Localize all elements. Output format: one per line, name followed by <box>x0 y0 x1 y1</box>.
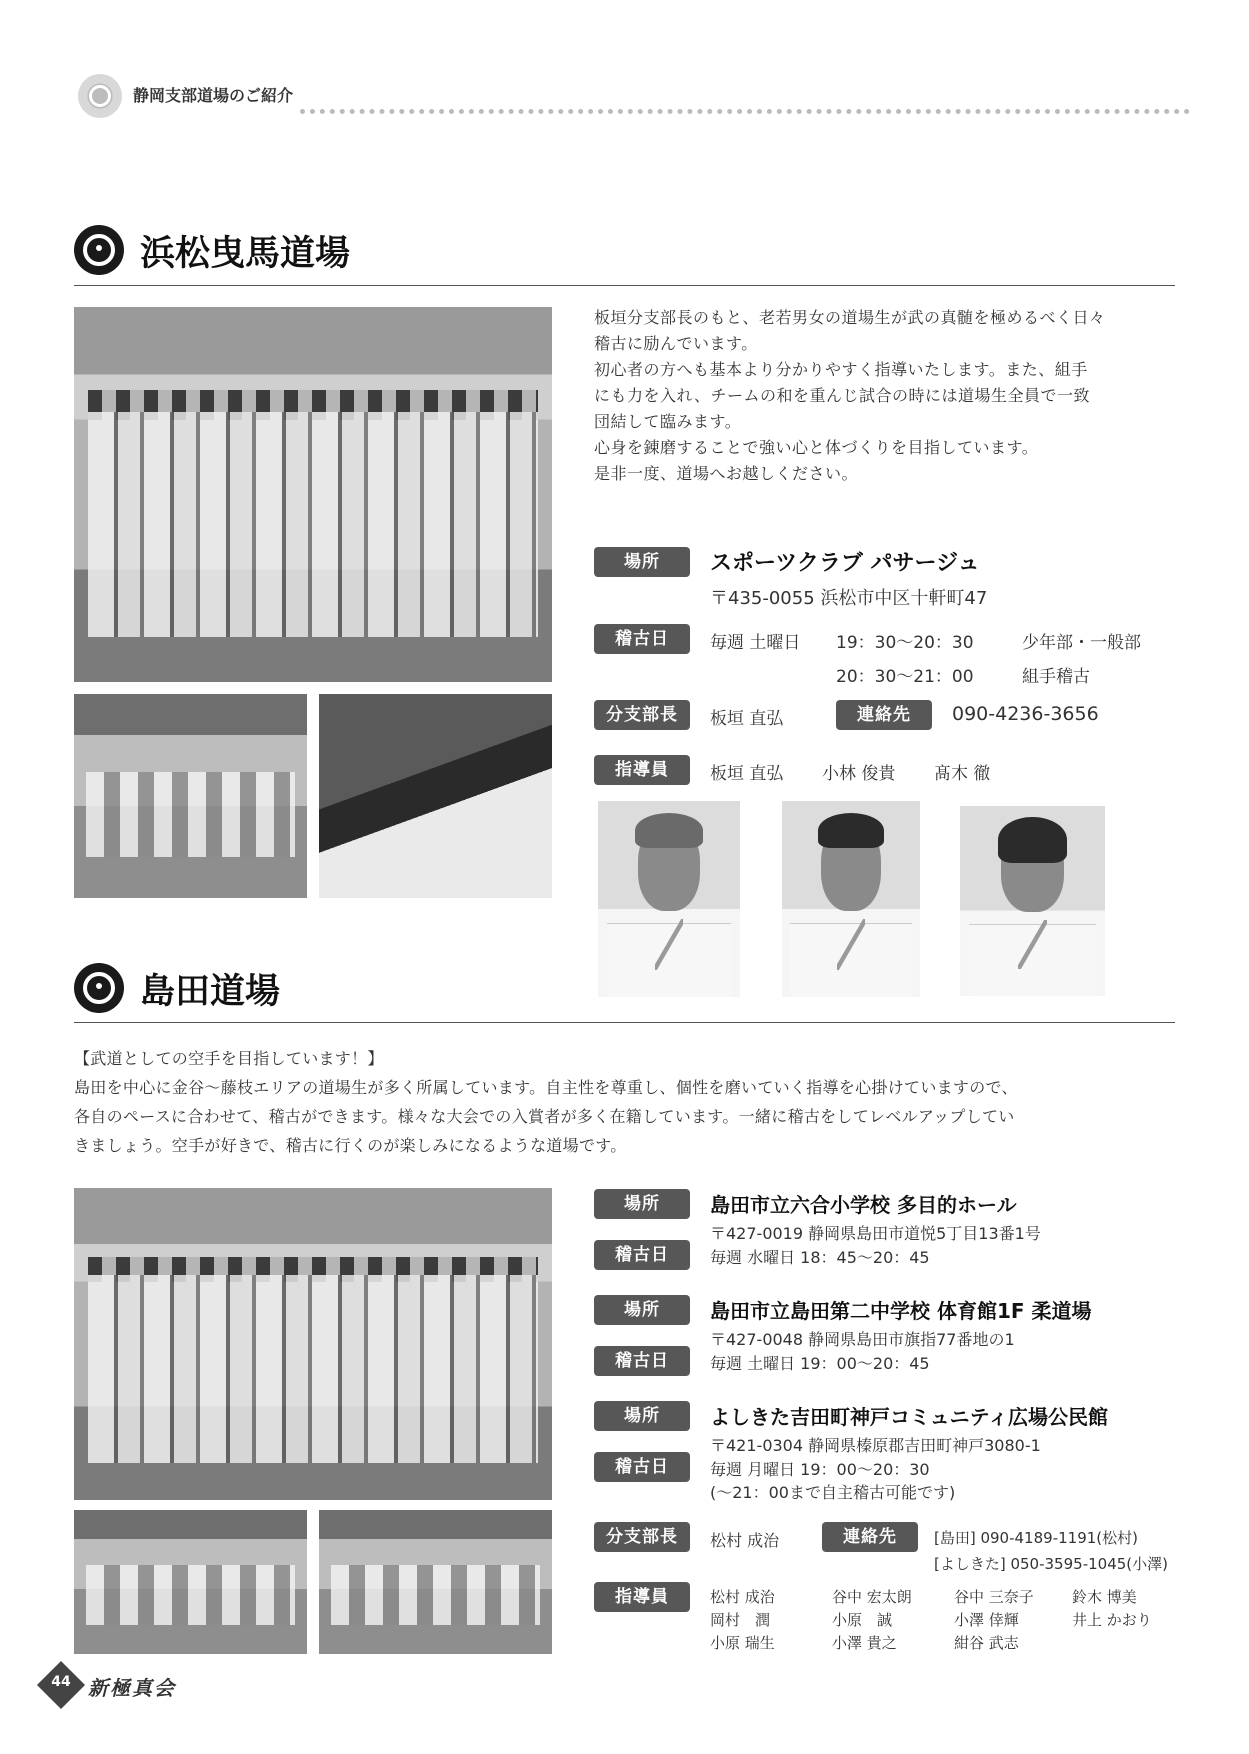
footer-logo: 新極真会 <box>88 1676 176 1700</box>
venue-address: 〒427-0019 静岡県島田市道悦5丁目13番1号 <box>710 1224 1041 1243</box>
training-photo-hamamatsu <box>74 694 307 898</box>
venue-name: よしきた吉田町神戸コミュニティ広場公民館 <box>710 1405 1108 1429</box>
dojo-emblem-icon <box>74 225 124 275</box>
header-divider <box>300 109 1190 114</box>
venue-name: 島田市立六合小学校 多目的ホール <box>710 1193 1017 1217</box>
schedule-note: (〜21：00まで自主稽古可能です) <box>710 1483 956 1502</box>
place-label: 場所 <box>594 1295 690 1325</box>
branch-head-label: 分支部長 <box>594 700 690 730</box>
place-label: 場所 <box>594 1189 690 1219</box>
contact-phone: [よしきた] 050-3595-1045(小澤) <box>934 1555 1168 1573</box>
schedule-time: 19：30〜20：30 <box>836 633 974 653</box>
section-rule <box>74 1022 1175 1023</box>
venue-name: 島田市立島田第二中学校 体育館1F 柔道場 <box>710 1299 1092 1323</box>
place-label: 場所 <box>594 547 690 577</box>
instructor-name: 紺谷 武志 <box>954 1634 1019 1652</box>
instructor-name: 井上 かおり <box>1072 1611 1152 1629</box>
section-rule <box>74 285 1175 286</box>
place-label: 場所 <box>594 1401 690 1431</box>
branch-head-name: 板垣 直弘 <box>710 709 784 729</box>
instructor-name: 板垣 直弘 <box>710 764 784 784</box>
instructor-name: 谷中 三奈子 <box>954 1588 1034 1606</box>
branch-head-label: 分支部長 <box>594 1522 690 1552</box>
dojo-emblem-icon <box>74 963 124 1013</box>
group-photo-hamamatsu <box>74 307 552 682</box>
instructor-name: 小澤 貴之 <box>832 1634 897 1652</box>
instructor-label: 指導員 <box>594 755 690 785</box>
contact-label: 連絡先 <box>836 700 932 730</box>
section-title-hamamatsu: 浜松曳馬道場 <box>140 233 351 274</box>
schedule-class: 組手稽古 <box>1022 667 1090 687</box>
training-photo-shimada <box>74 1510 307 1654</box>
instructor-label: 指導員 <box>594 1582 690 1612</box>
intro-text-hamamatsu: 板垣分支部長のもと、老若男女の道場生が武の真髄を極めるべく日々 稽古に励んでいます。 初心者の方へも基本より分かりやすく指導いたします。また、組手 にも力を入れ、チームの和を重んじ試合の時には道場生全員で一致 団結して臨みます。 心身を錬磨することで強い心と体づくりを目指しています。 是非一度、道場へお越しください。 <box>594 308 1106 483</box>
contact-phone: 090-4236-3656 <box>952 703 1099 725</box>
instructor-name: 小林 俊貴 <box>822 764 896 784</box>
intro-text-shimada: 【武道としての空手を目指しています！】 島田を中心に金谷〜藤枝エリアの道場生が多く所属しています。自主性を尊重し、個性を磨いていく指導を心掛けていますので、 各自のペースに合わせて、稽古ができます。様々な大会での入賞者が多く在籍しています。一緒に稽古をしてレベルアップしてい きましょう。空手が好きで、稽古に行くのが楽しみになるような道場です。 <box>74 1049 1018 1155</box>
venue-address: 〒421-0304 静岡県榛原郡吉田町神戸3080-1 <box>710 1436 1041 1455</box>
venue-name: スポーツクラブ パサージュ <box>710 551 980 576</box>
instructor-name: 小原 誠 <box>832 1611 893 1629</box>
instructor-name: 松村 成治 <box>710 1588 775 1606</box>
schedule-day: 毎週 土曜日 <box>710 633 801 653</box>
instructor-portrait <box>598 801 740 997</box>
header-logo-icon <box>78 74 122 118</box>
instruction-photo-hamamatsu <box>319 694 552 898</box>
schedule-label: 稽古日 <box>594 1346 690 1376</box>
group-photo-shimada <box>74 1188 552 1500</box>
venue-address: 〒427-0048 静岡県島田市旗指77番地の1 <box>710 1330 1015 1349</box>
schedule-text: 毎週 水曜日 18：45〜20：45 <box>710 1248 930 1267</box>
schedule-label: 稽古日 <box>594 1240 690 1270</box>
section-title-shimada: 島田道場 <box>140 971 281 1012</box>
training-photo-shimada <box>319 1510 552 1654</box>
schedule-time: 20：30〜21：00 <box>836 667 974 687</box>
instructor-name: 小澤 倖輝 <box>954 1611 1019 1629</box>
branch-head-name: 松村 成治 <box>710 1531 780 1550</box>
instructor-name: 小原 瑞生 <box>710 1634 775 1652</box>
schedule-class: 少年部・一般部 <box>1022 633 1141 653</box>
instructor-portrait <box>960 806 1105 996</box>
instructor-portrait <box>782 801 920 997</box>
contact-label: 連絡先 <box>822 1522 918 1552</box>
schedule-label: 稽古日 <box>594 624 690 654</box>
venue-address: 〒435-0055 浜松市中区十軒町47 <box>710 588 988 609</box>
contact-phone: [島田] 090-4189-1191(松村) <box>934 1529 1138 1547</box>
instructor-name: 谷中 宏太朗 <box>832 1588 912 1606</box>
schedule-text: 毎週 月曜日 19：00〜20：30 <box>710 1460 930 1479</box>
schedule-text: 毎週 土曜日 19：00〜20：45 <box>710 1354 930 1373</box>
header-title: 静岡支部道場のご紹介 <box>133 86 294 105</box>
schedule-label: 稽古日 <box>594 1452 690 1482</box>
page-number: 44 <box>51 1674 71 1690</box>
instructor-name: 髙木 徹 <box>934 764 991 784</box>
instructor-name: 鈴木 博美 <box>1072 1588 1137 1606</box>
instructor-name: 岡村 潤 <box>710 1611 771 1629</box>
